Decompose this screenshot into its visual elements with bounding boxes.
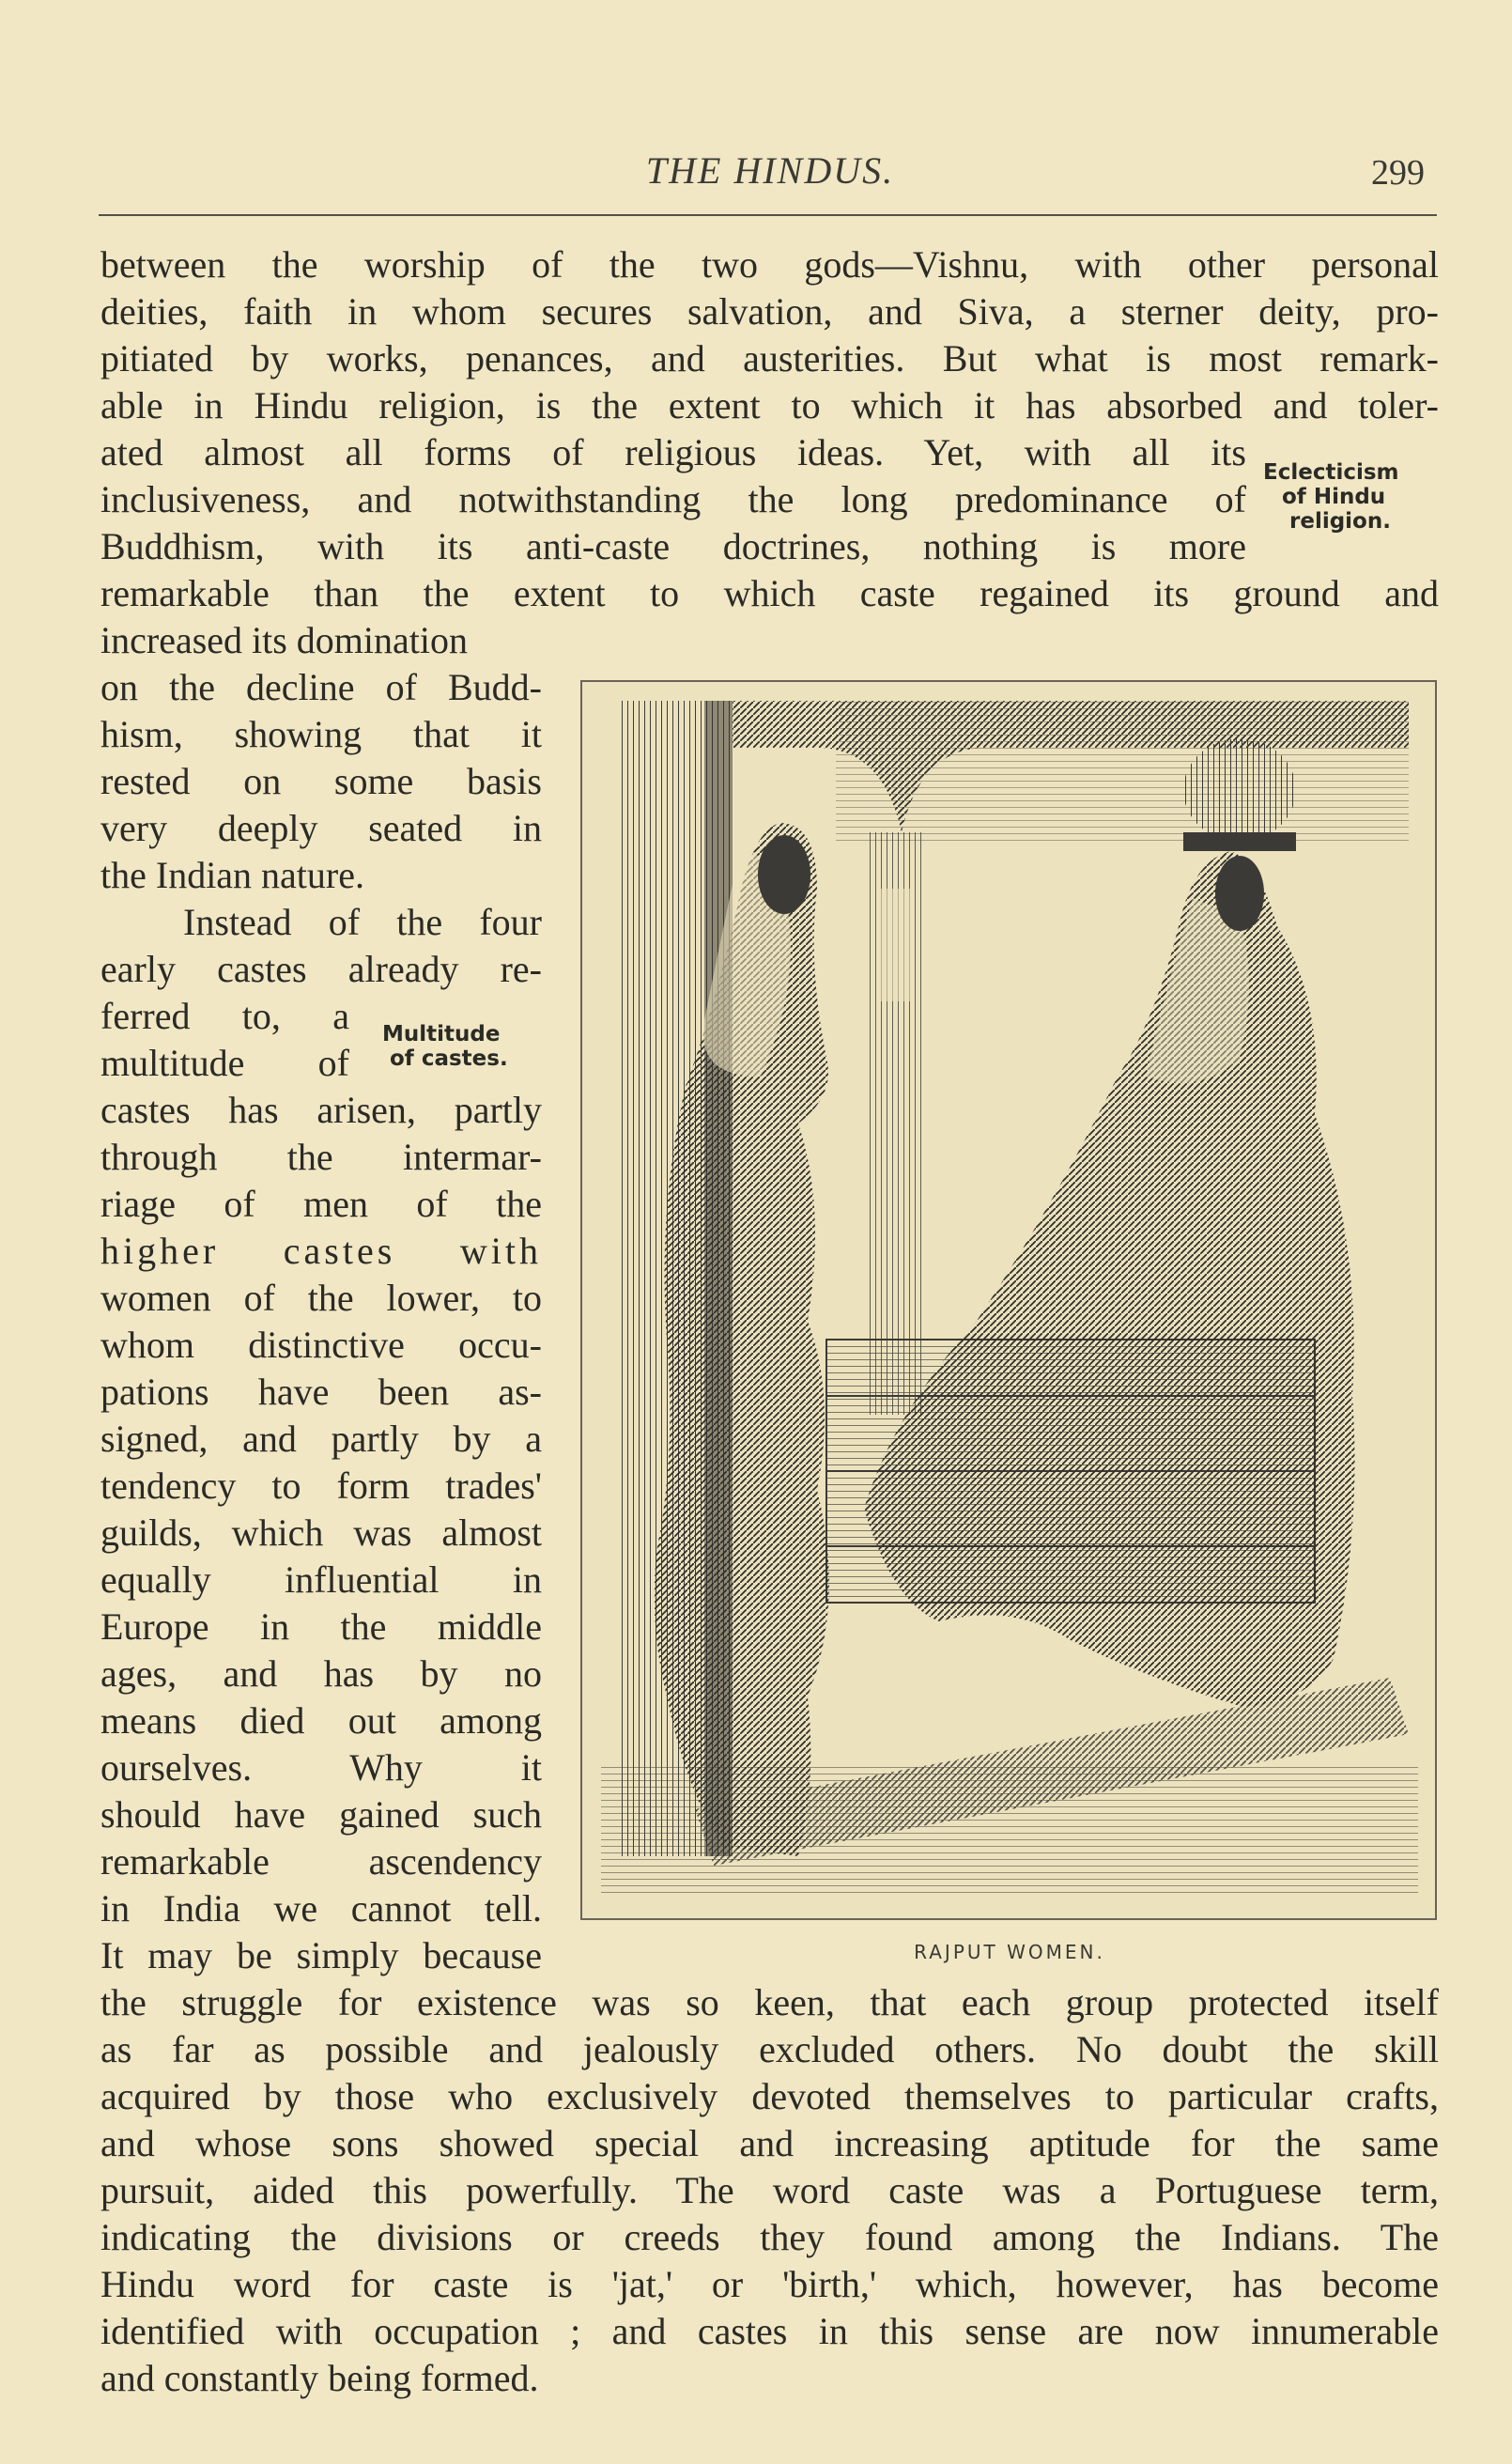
text-line: means died out among: [100, 1699, 542, 1742]
text-line: Buddhism, with its anti-caste doctrines, nothing is more: [100, 525, 1246, 567]
sidenote-line: Multitude: [382, 1022, 501, 1046]
text-line: inclusiveness, and notwithstanding the long predominance of: [100, 478, 1246, 520]
text-line: the Indian nature.: [100, 854, 364, 896]
text-line: multitude of: [100, 1042, 349, 1084]
text-line: ated almost all forms of religious ideas. Yet, with all its: [100, 431, 1246, 473]
text-line: Hindu word for caste is 'jat,' or 'birth,' which, however, has become: [100, 2263, 1439, 2305]
text-line: increased its domination: [100, 619, 469, 661]
sidenote-line: Eclecticism: [1263, 460, 1399, 485]
text-line: It may be simply because: [100, 1934, 542, 1976]
text-line: guilds, which was almost: [100, 1511, 542, 1554]
text-line: remarkable ascendency: [100, 1840, 542, 1883]
text-line: tendency to form trades': [100, 1464, 542, 1507]
text-line: identified with occupation ; and castes in this sense are now innumerable: [100, 2310, 1439, 2352]
text-line: riage of men of the: [100, 1183, 542, 1225]
sidenote-line: religion.: [1289, 509, 1391, 534]
text-line: between the worship of the two gods—Vishnu, with other personal: [100, 243, 1439, 286]
text-line: hism, showing that it: [100, 713, 542, 755]
text-line: in India we cannot tell.: [100, 1887, 542, 1929]
text-line: and constantly being formed.: [100, 2357, 539, 2399]
text-line: rested on some basis: [100, 760, 542, 802]
text-line: Instead of the four: [183, 901, 542, 943]
text-line: the struggle for existence was so keen, that each group protected itself: [100, 1981, 1439, 2023]
text-line: ferred to, a: [100, 995, 349, 1037]
text-line: pursuit, aided this powerfully. The word caste was a Portuguese term,: [100, 2169, 1439, 2211]
figure-caption: RAJPUT WOMEN.: [914, 1941, 1105, 1963]
text-line: women of the lower, to: [100, 1277, 542, 1319]
text-line: acquired by those who exclusively devoted themselves to particular crafts,: [100, 2075, 1439, 2117]
text-line: able in Hindu religion, is the extent to which it has absorbed and toler-: [100, 384, 1439, 426]
text-line: ages, and has by no: [100, 1652, 542, 1695]
page-number: 299: [1371, 153, 1425, 193]
text-line: pations have been as-: [100, 1371, 542, 1413]
text-line: and whose sons showed special and increasing aptitude for the same: [100, 2122, 1439, 2164]
sidenote-line: of castes.: [390, 1046, 508, 1071]
text-line: higher castes with: [100, 1230, 542, 1272]
text-line: pitiated by works, penances, and austerities. But what is most remark-: [100, 337, 1439, 380]
text-line: whom distinctive occu-: [100, 1324, 542, 1366]
sidenote-line: of Hindu: [1282, 485, 1386, 509]
text-line: early castes already re-: [100, 948, 542, 990]
sidenote-eclecticism: [1263, 460, 1399, 534]
text-line: remarkable than the extent to which caste regained its ground and: [100, 572, 1439, 614]
header-rule: [99, 214, 1437, 216]
engraving-figure: [580, 680, 1437, 1920]
text-line: should have gained such: [100, 1793, 542, 1836]
running-head: [0, 148, 1512, 201]
text-line: Europe in the middle: [100, 1605, 542, 1648]
rajput-women-illustration: [582, 682, 1435, 1918]
running-title: THE HINDUS.: [645, 149, 895, 192]
text-line: equally influential in: [100, 1558, 542, 1601]
text-line: deities, faith in whom secures salvation, and Siva, a sterner deity, pro-: [100, 290, 1439, 333]
text-line: very deeply seated in: [100, 807, 542, 849]
text-line: through the intermar-: [100, 1136, 542, 1178]
text-line: ourselves. Why it: [100, 1746, 542, 1789]
sidenote-castes: [382, 1022, 508, 1071]
text-line: indicating the divisions or creeds they found among the Indians. The: [100, 2216, 1439, 2258]
text-line: on the decline of Budd-: [100, 666, 542, 708]
text-line: castes has arisen, partly: [100, 1089, 542, 1131]
text-line: as far as possible and jealously excluded others. No doubt the skill: [100, 2028, 1439, 2070]
text-line: signed, and partly by a: [100, 1418, 542, 1460]
